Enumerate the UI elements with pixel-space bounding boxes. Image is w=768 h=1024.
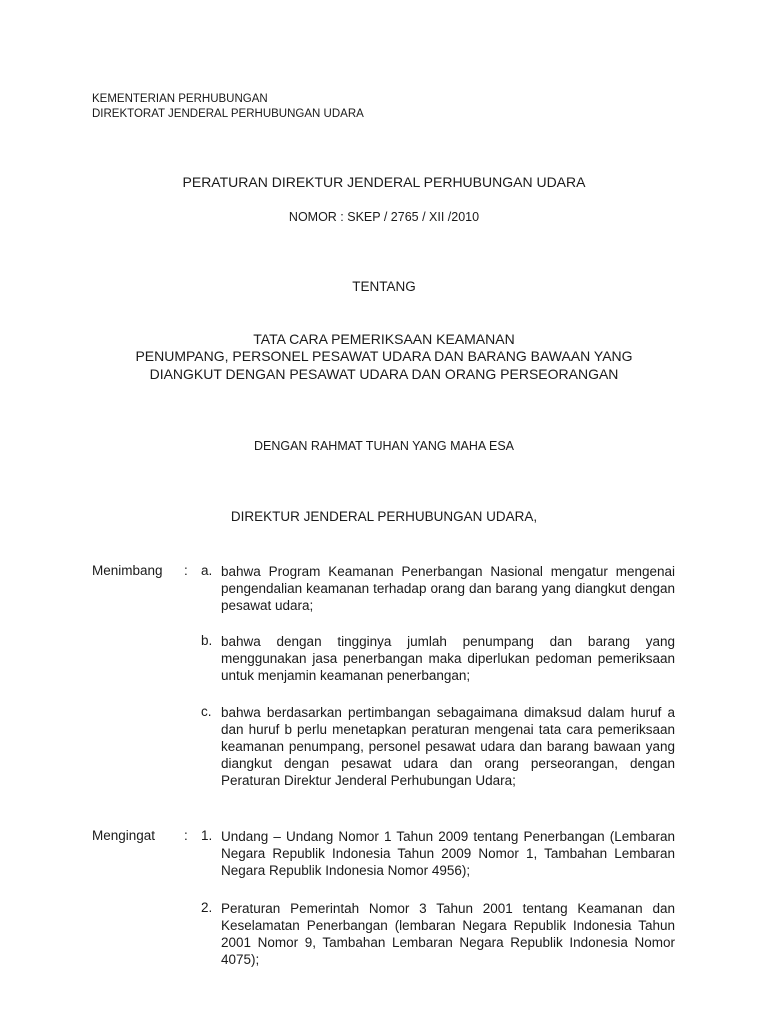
item-marker: a. [201,563,213,578]
menimbang-colon: : [184,563,188,578]
blessing-line: DENGAN RAHMAT TUHAN YANG MAHA ESA [253,439,514,453]
regulation-number: NOMOR : SKEP / 2765 / XII /2010 [288,210,480,224]
mengingat-colon: : [184,828,188,843]
mengingat-label: Mengingat [92,828,156,843]
mengingat-item-2: Peraturan Pemerintah Nomor 3 Tahun 2001 tentang Keamanan dan Keselamatan Penerbangan (lembaran Negara Republik Indonesia Tahun 2001 Nomor 9, Tambahan Lembaran Negara Republik Indonesia Nomor 4075); [221,901,675,967]
item-marker: b. [201,633,213,648]
menimbang-item-a: bahwa Program Keamanan Penerbangan Nasional mengatur mengenai pengendalian keamanan terhadap orang dan barang yang diangkut dengan pesawat udara; [221,564,675,613]
issuer-line: DIREKTUR JENDERAL PERHUBUNGAN UDARA, [230,509,538,524]
subject-line: TATA CARA PEMERIKSAAN KEAMANAN [253,331,515,347]
subject-line: DIANGKUT DENGAN PESAWAT UDARA DAN ORANG PERSEORANGAN [149,366,619,382]
ministry-name: KEMENTERIAN PERHUBUNGAN [92,93,268,105]
about-heading: TENTANG [352,279,416,294]
menimbang-item-c: bahwa berdasarkan pertimbangan sebagaimana dimaksud dalam huruf a dan huruf b perlu menetapkan peraturan mengenai tata cara pemeriksaan keamanan penumpang, personel pesawat udara dan barang bawaan yang diangkut dengan pesawat udara dan orang perseorangan, dengan Peraturan Direktur Jenderal Perhubungan Udara; [221,705,675,788]
regulation-title: PERATURAN DIREKTUR JENDERAL PERHUBUNGAN UDARA [182,174,586,190]
mengingat-item-1: Undang – Undang Nomor 1 Tahun 2009 tentang Penerbangan (Lembaran Negara Republik Indonesia Tahun 2009 Nomor 1, Tambahan Lembaran Negara Republik Indonesia Nomor 4956); [221,829,675,878]
subject-line: PENUMPANG, PERSONEL PESAWAT UDARA DAN BARANG BAWAAN YANG [135,348,633,364]
directorate-name: DIREKTORAT JENDERAL PERHUBUNGAN UDARA [92,108,364,120]
menimbang-item-b: bahwa dengan tingginya jumlah penumpang dan barang yang menggunakan jasa penerbangan maka diperlukan pedoman pemeriksaan untuk menjamin keamanan penerbangan; [221,634,675,683]
item-marker: 1. [201,828,213,843]
item-marker: 2. [201,900,213,915]
menimbang-label: Menimbang [92,563,163,578]
item-marker: c. [201,704,212,719]
